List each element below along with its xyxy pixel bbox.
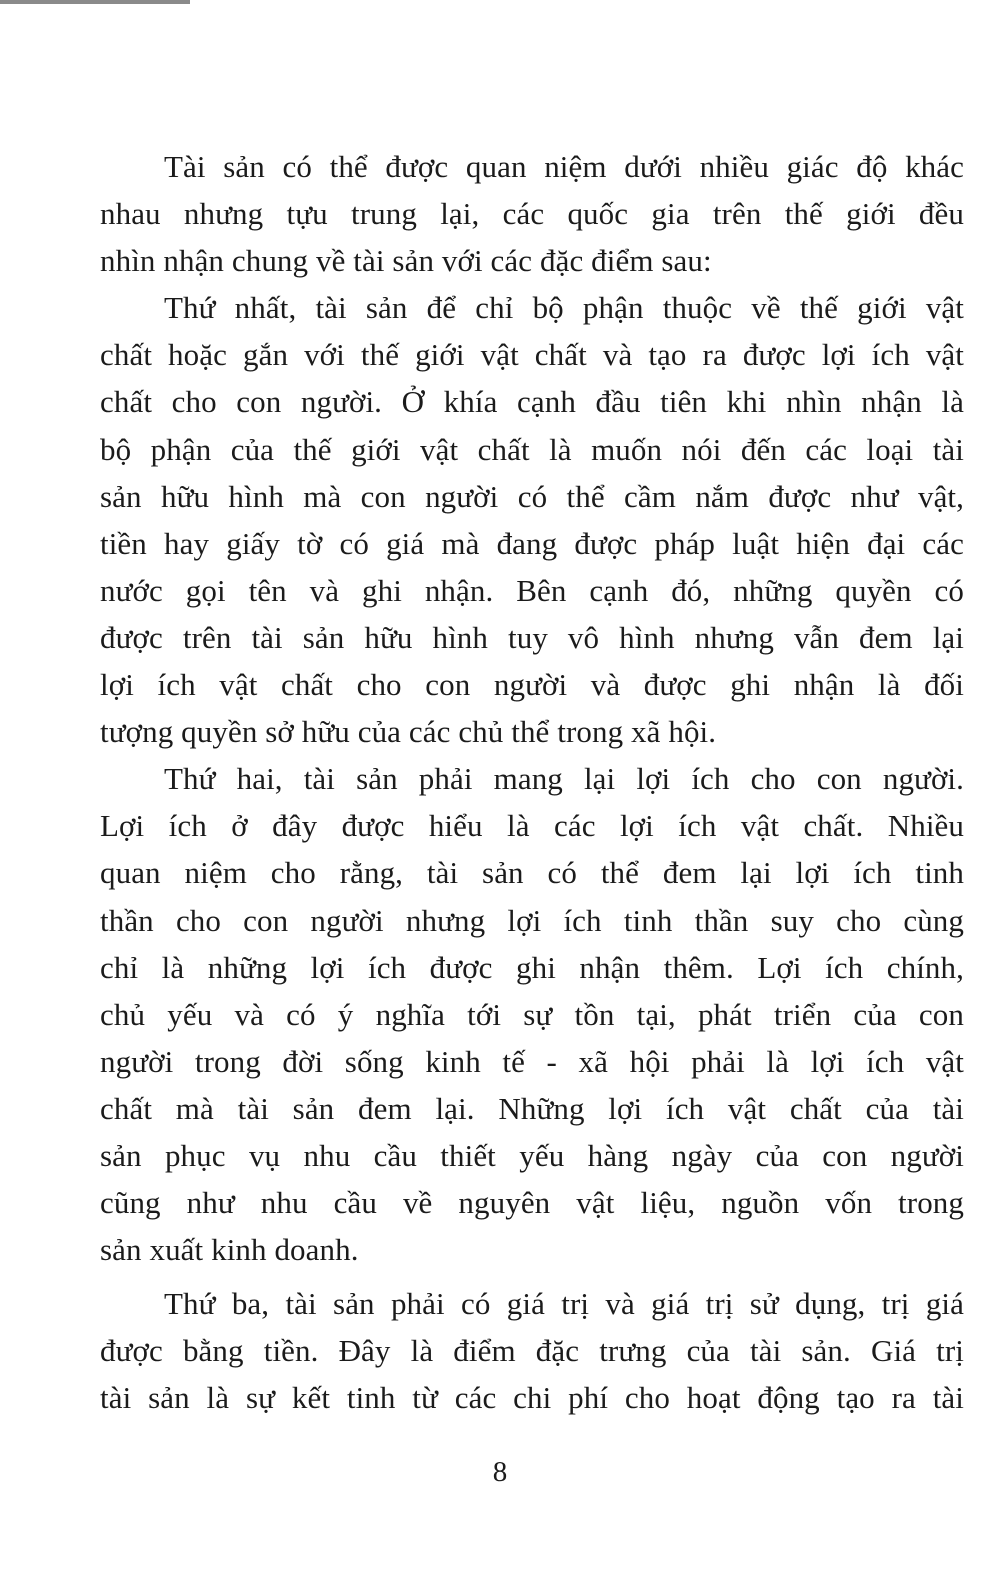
text-line: cũng như nhu cầu về nguyên vật liệu, nguồn vốn trong (100, 1185, 964, 1221)
page-body (100, 143, 964, 1422)
text-line: sản phục vụ nhu cầu thiết yếu hàng ngày của con người (100, 1137, 964, 1173)
text-line: nhìn nhận chung về tài sản với các đặc điểm sau: (100, 243, 712, 279)
paragraph-1 (100, 143, 964, 284)
text-line: người trong đời sống kinh tế - xã hội phải là lợi ích vật (100, 1043, 964, 1079)
text-line: được bằng tiền. Đây là điểm đặc trưng của tài sản. Giá trị (100, 1333, 964, 1369)
page-number: 8 (492, 1456, 508, 1488)
paragraph-4 (100, 1280, 964, 1421)
text-line: chỉ là những lợi ích được ghi nhận thêm. Lợi ích chính, (100, 949, 964, 985)
paragraph-3 (100, 755, 964, 1273)
text-line: lợi ích vật chất cho con người và được ghi nhận là đối (100, 667, 964, 703)
text-line: Thứ ba, tài sản phải có giá trị và giá trị sử dụng, trị giá (164, 1286, 964, 1322)
text-line: được trên tài sản hữu hình tuy vô hình nhưng vẫn đem lại (100, 619, 964, 655)
text-line: chủ yếu và có ý nghĩa tới sự tồn tại, phát triển của con (100, 996, 964, 1032)
text-line: quan niệm cho rằng, tài sản có thể đem lại lợi ích tinh (100, 855, 964, 891)
text-line: nhau nhưng tựu trung lại, các quốc gia trên thế giới đều (100, 196, 964, 232)
text-line: tiền hay giấy tờ có giá mà đang được pháp luật hiện đại các (100, 525, 964, 561)
text-line: chất cho con người. Ở khía cạnh đầu tiên khi nhìn nhận là (100, 384, 964, 420)
text-line: chất mà tài sản đem lại. Những lợi ích vật chất của tài (100, 1090, 964, 1126)
text-line: Tài sản có thể được quan niệm dưới nhiều giác độ khác (164, 149, 964, 184)
text-line: bộ phận của thế giới vật chất là muốn nói đến các loại tài (100, 431, 964, 467)
text-line: nước gọi tên và ghi nhận. Bên cạnh đó, những quyền có (100, 572, 964, 608)
paragraph-2 (100, 284, 964, 755)
text-line: Thứ hai, tài sản phải mang lại lợi ích cho con người. (164, 761, 964, 797)
text-line: Lợi ích ở đây được hiểu là các lợi ích vật chất. Nhiều (100, 808, 964, 844)
text-line: tượng quyền sở hữu của các chủ thể trong xã hội. (100, 714, 717, 750)
text-line: tài sản là sự kết tinh từ các chi phí cho hoạt động tạo ra tài (100, 1380, 964, 1416)
text-line: sản hữu hình mà con người có thể cầm nắm được như vật, (100, 478, 964, 514)
text-line: thần cho con người nhưng lợi ích tinh thần suy cho cùng (100, 902, 964, 938)
text-line: sản xuất kinh doanh. (100, 1232, 359, 1268)
top-edge-rule (0, 0, 190, 4)
text-line: Thứ nhất, tài sản để chỉ bộ phận thuộc về thế giới vật (164, 290, 964, 326)
text-line: chất hoặc gắn với thế giới vật chất và tạo ra được lợi ích vật (100, 337, 964, 373)
